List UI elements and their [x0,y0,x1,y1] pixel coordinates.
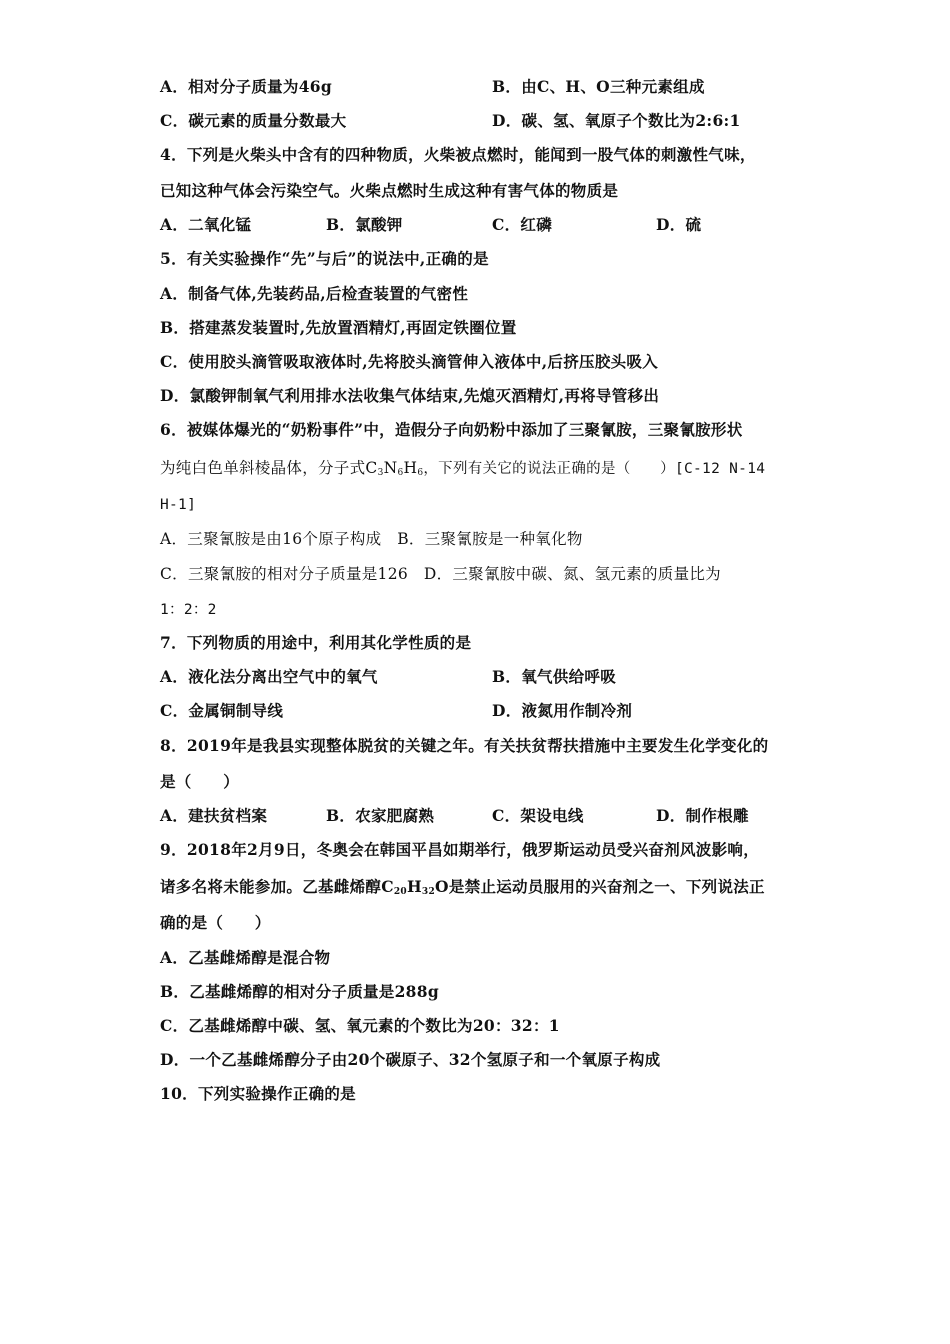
q9-option-c: C．乙基雌烯醇中碳、氢、氧元素的个数比为20：32：1 [160,1016,560,1035]
q6-stem-part-a: 为纯白色单斜棱晶体，分子式C [160,459,378,477]
q3-option-c: C．碳元素的质量分数最大 [160,111,347,130]
q6-options-cd: C．三聚氰胺的相对分子质量是126 D．三聚氰胺中碳、氮、氢元素的质量比为 [160,565,721,583]
q4-stem-line-1: 4．下列是火柴头中含有的四种物质，火柴被点燃时，能闻到一股气体的刺激性气味， [160,145,756,164]
q7-option-c: C．金属铜制导线 [160,701,284,720]
q9-option-a: A．乙基雌烯醇是混合物 [160,948,331,967]
q6-stem-line-1: 6．被媒体爆光的“奶粉事件”中，造假分子向奶粉中添加了三聚氰胺，三聚氰胺形状 [160,420,743,439]
q4-option-d: D．硫 [656,215,702,234]
q5-option-d: D．氯酸钾制氧气利用排水法收集气体结束,先熄灭酒精灯,再将导管移出 [160,386,660,405]
q9-option-d: D．一个乙基雌烯醇分子由20个碳原子、32个氢原子和一个氧原子构成 [160,1050,661,1069]
q6-subscript-h: 6 [417,468,424,478]
q6-stem-part-b: N [383,459,398,477]
q4-stem-line-2: 已知这种气体会污染空气。火柴点燃时生成这种有害气体的物质是 [160,181,619,200]
q9-stem-part-a: 诸多名将未能参加。乙基雌烯醇C [160,877,394,896]
q9-stem-line-3: 确的是（ ） [160,913,271,932]
q7-option-b: B．氧气供给呼吸 [492,667,617,686]
q7-stem: 7．下列物质的用途中，利用其化学性质的是 [160,633,472,652]
q5-stem: 5．有关实验操作“先”与后”的说法中,正确的是 [160,249,489,268]
q3-option-b: B．由C、H、O三种元素组成 [492,77,705,96]
q5-option-a: A．制备气体,先装药品,后检查装置的气密性 [160,284,469,303]
q6-subscript-c: 3 [377,468,384,478]
q6-subscript-n: 6 [397,468,404,478]
q6-options-ab: A．三聚氰胺是由16个原子构成 B．三聚氰胺是一种氧化物 [160,530,583,548]
q9-subscript-h: 32 [421,887,436,897]
q3-option-d: D．碳、氢、氧原子个数比为2:6:1 [492,111,741,130]
q8-option-d: D．制作根雕 [656,806,749,825]
q8-option-c: C．架设电线 [492,806,584,825]
q7-option-d: D．液氮用作制冷剂 [492,701,633,720]
q9-stem-line-1: 9．2018年2月9日，冬奥会在韩国平昌如期举行，俄罗斯运动员受兴奋剂风波影响， [160,840,759,859]
q9-stem-part-b: H [406,877,422,896]
q8-stem-line-1: 8．2019年是我县实现整体脱贫的关键之年。有关扶贫帮扶措施中主要发生化学变化的 [160,736,769,755]
q9-subscript-c: 20 [393,887,407,897]
q6-option-d-continued: 1：2：2 [160,602,217,618]
q9-stem-line-2 [160,877,765,902]
q6-stem-part-d: ，下列有关它的说法正确的是（ ）[C-12 N-14 [423,461,766,477]
q5-option-b: B．搭建蒸发装置时,先放置酒精灯,再固定铁圈位置 [160,318,517,337]
q3-option-a: A．相对分子质量为46g [160,77,333,96]
q6-stem-line-3: H-1] [160,497,197,513]
q9-stem-part-c: O是禁止运动员服用的兴奋剂之一、下列说法正 [435,877,765,896]
q4-option-a: A．二氧化锰 [160,215,252,234]
q9-option-b: B．乙基雌烯醇的相对分子质量是288g [160,982,439,1001]
q10-stem: 10．下列实验操作正确的是 [160,1084,356,1103]
q8-option-a: A．建扶贫档案 [160,806,268,825]
q7-option-a: A．液化法分离出空气中的氧气 [160,667,378,686]
q6-stem-part-c: H [403,459,418,477]
q5-option-c: C．使用胶头滴管吸取液体时,先将胶头滴管伸入液体中,后挤压胶头吸入 [160,352,659,371]
q6-stem-line-2 [160,458,765,483]
q8-stem-line-2: 是（ ） [160,772,240,791]
q4-option-c: C．红磷 [492,215,553,234]
q4-option-b: B．氯酸钾 [326,215,403,234]
q8-option-b: B．农家肥腐熟 [326,806,435,825]
